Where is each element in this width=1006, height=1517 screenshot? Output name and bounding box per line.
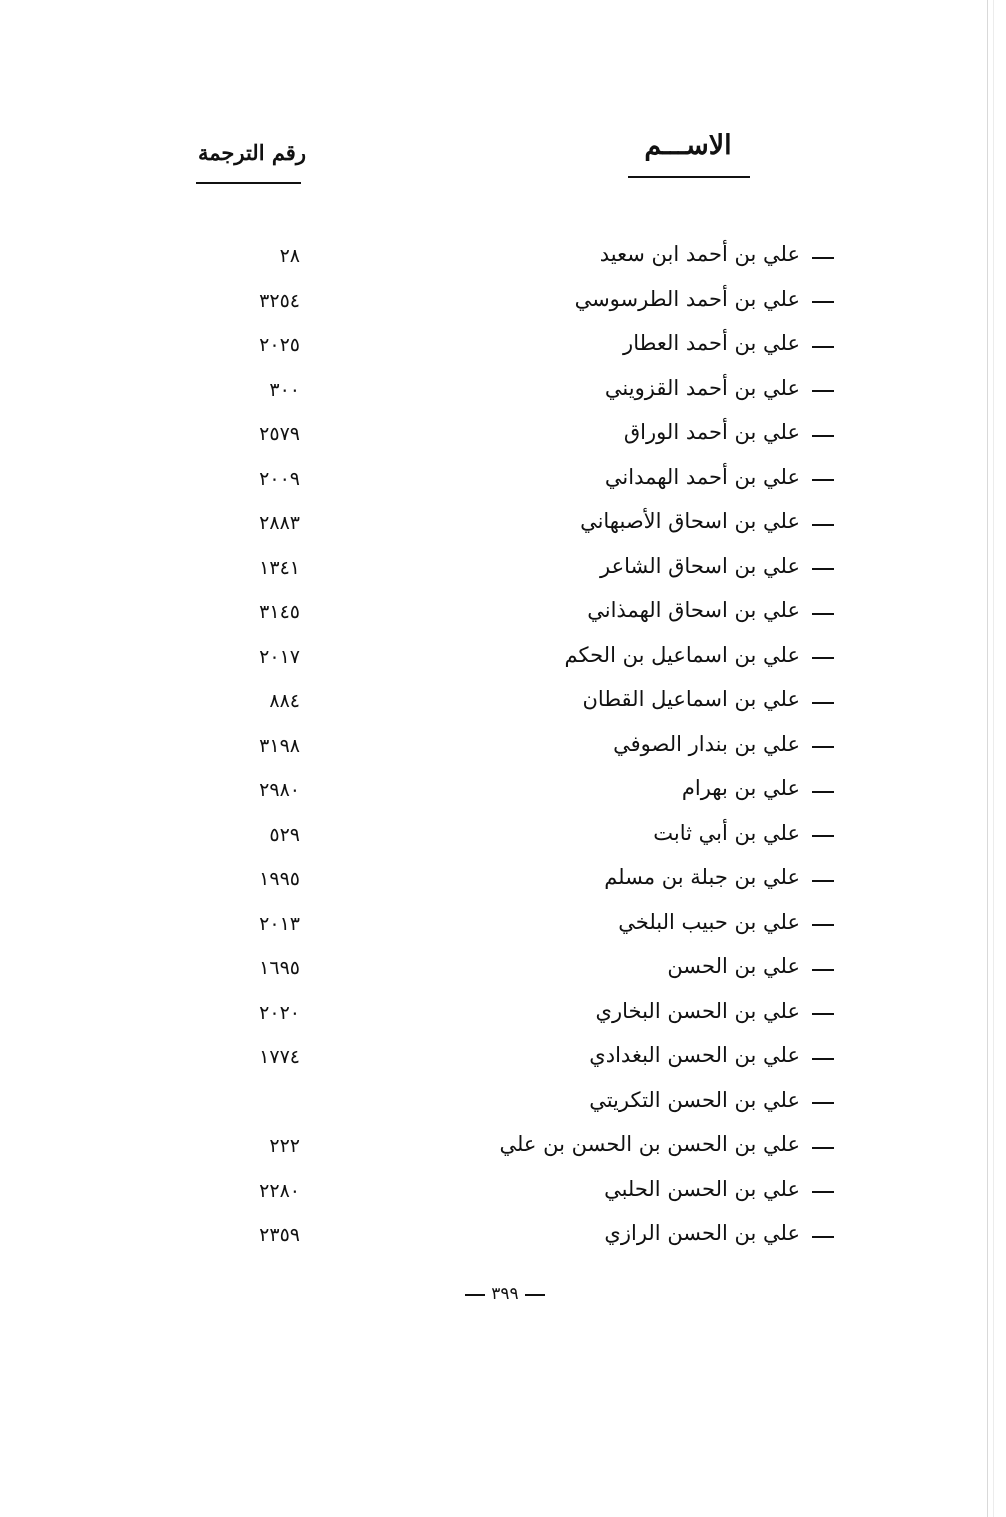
footer-dash (465, 1294, 485, 1296)
entry-number: ٢٥٧٩ (259, 423, 300, 445)
index-entry (0, 1212, 1006, 1257)
page-number: ٣٩٩ (491, 1284, 519, 1304)
column-header-name-underline (628, 176, 750, 178)
entry-name (604, 1174, 834, 1204)
index-entry (0, 322, 1006, 367)
entry-name (600, 239, 834, 269)
entry-name (667, 951, 834, 981)
entry-name (565, 640, 834, 670)
entry-dash (812, 435, 834, 437)
index-entry (0, 901, 1006, 946)
entry-name-text: علي بن اسماعيل القطان (582, 687, 800, 711)
index-entries-list (0, 233, 1006, 1257)
entry-number: ٣٢٥٤ (259, 289, 300, 312)
entry-name (589, 1040, 834, 1070)
entry-name-text: علي بن أحمد الطرسوسي (574, 286, 800, 311)
entry-dash (812, 1013, 834, 1015)
entry-number: ٢٢٨٠ (259, 1179, 300, 1202)
entry-name (623, 328, 834, 358)
column-header-name: الاســـم (644, 130, 732, 161)
entry-name-text: علي بن أبي ثابت (653, 820, 800, 845)
entry-name-text: علي بن جبلة بن مسلم (604, 865, 800, 889)
entry-name-text: علي بن أحمد العطار (623, 331, 800, 355)
entry-dash (812, 1191, 834, 1193)
entry-name (600, 551, 834, 581)
index-entry (0, 367, 1006, 412)
entry-dash (812, 390, 834, 392)
index-entry (0, 1034, 1006, 1079)
entry-name-text: علي بن الحسن البغدادي (589, 1043, 800, 1067)
entry-dash (812, 524, 834, 526)
entry-number: ٢٢٢ (269, 1135, 300, 1157)
index-entry (0, 945, 1006, 990)
page-number-footer (440, 1284, 570, 1304)
entry-dash (812, 257, 834, 259)
entry-name (575, 284, 834, 314)
index-entry (0, 990, 1006, 1035)
entry-number: ١٩٩٥ (259, 868, 300, 890)
entry-number: ٣١٤٥ (259, 601, 300, 623)
index-entry (0, 634, 1006, 679)
entry-number: ٢٠١٧ (259, 645, 300, 668)
entry-name-text: علي بن اسحاق الهمذاني (587, 598, 800, 622)
entry-dash (812, 746, 834, 748)
entry-number: ٢٠٢٠ (259, 1001, 300, 1024)
entry-name-text: علي بن الحسن (667, 954, 800, 978)
index-entry (0, 589, 1006, 634)
entry-name-text: علي بن أحمد القزويني (604, 375, 800, 400)
entry-number: ٢٨ (279, 245, 300, 267)
column-header-number-underline (196, 182, 301, 184)
entry-name (499, 1129, 834, 1159)
entry-name (682, 773, 834, 803)
entry-name-text: علي بن أحمد الوراق (623, 420, 800, 444)
entry-name-text: علي بن اسحاق الشاعر (599, 553, 800, 578)
index-entry (0, 411, 1006, 456)
entry-name (604, 862, 834, 892)
footer-dash (525, 1294, 545, 1296)
entry-dash (812, 346, 834, 348)
entry-dash (812, 969, 834, 971)
entry-dash (812, 1102, 834, 1104)
entry-name (653, 818, 834, 848)
index-entry (0, 278, 1006, 323)
entry-name (589, 1085, 834, 1115)
entry-dash (812, 479, 834, 481)
entry-name-text: علي بن أحمد الهمداني (604, 464, 800, 489)
entry-dash (812, 791, 834, 793)
entry-number: ٢٨٨٣ (259, 512, 300, 534)
entry-name (587, 595, 834, 625)
index-entry (0, 678, 1006, 723)
entry-number: ٢٩٨٠ (259, 779, 300, 801)
entry-name-text: علي بن بهرام (681, 776, 800, 800)
column-header-number: رقم الترجمة (197, 140, 306, 165)
index-entry (0, 767, 1006, 812)
entry-dash (812, 1236, 834, 1238)
entry-name (605, 373, 834, 403)
index-entry (0, 812, 1006, 857)
entry-number: ٥٢٩ (269, 823, 300, 846)
entry-name-text: علي بن اسحاق الأصبهاني (580, 509, 800, 533)
entry-number: ١٦٩٥ (259, 957, 300, 979)
entry-name (583, 684, 835, 714)
index-entry (0, 456, 1006, 501)
entry-number: ٣٠٠ (269, 378, 300, 401)
entry-dash (812, 613, 834, 615)
entry-name-text: علي بن الحسن الحلبي (604, 1176, 800, 1201)
entry-number: ٨٨٤ (269, 690, 300, 712)
entry-name (618, 907, 834, 937)
entry-name-text: علي بن الحسن الرازي (604, 1221, 800, 1245)
entry-dash (812, 924, 834, 926)
index-entry (0, 1168, 1006, 1213)
index-entry (0, 500, 1006, 545)
entry-number: ٢٠١٣ (259, 912, 300, 935)
index-entry (0, 1079, 1006, 1124)
entry-name-text: علي بن حبيب البلخي (618, 909, 800, 934)
entry-name (596, 996, 834, 1026)
entry-number: ٢٠٢٥ (259, 334, 300, 356)
entry-dash (812, 702, 834, 704)
index-entry (0, 1123, 1006, 1168)
entry-name-text: علي بن الحسن بن الحسن بن علي (499, 1132, 800, 1156)
entry-dash (812, 568, 834, 570)
entry-name (580, 506, 834, 536)
entry-name-text: علي بن أحمد ابن سعيد (599, 242, 800, 266)
entry-dash (812, 1058, 834, 1060)
index-entry (0, 233, 1006, 278)
entry-number: ١٣٤١ (259, 556, 300, 579)
entry-number: ٢٣٥٩ (259, 1224, 300, 1246)
entry-dash (812, 880, 834, 882)
index-entry (0, 723, 1006, 768)
entry-number: ٣١٩٨ (259, 734, 300, 757)
entry-name-text: علي بن اسماعيل بن الحكم (564, 642, 800, 667)
entry-name-text: علي بن الحسن البخاري (595, 998, 800, 1023)
entry-dash (812, 835, 834, 837)
entry-name (604, 1218, 834, 1248)
entry-dash (812, 657, 834, 659)
entry-name (624, 417, 834, 447)
entry-name-text: علي بن بندار الصوفي (613, 731, 800, 756)
entry-name-text: علي بن الحسن التكريتي (589, 1087, 800, 1112)
index-entry (0, 545, 1006, 590)
entry-number: ٢٠٠٩ (259, 467, 300, 490)
entry-dash (812, 1147, 834, 1149)
entry-name (605, 462, 834, 492)
entry-name (613, 729, 834, 759)
index-entry (0, 856, 1006, 901)
entry-dash (812, 301, 834, 303)
entry-number: ١٧٧٤ (259, 1046, 300, 1068)
